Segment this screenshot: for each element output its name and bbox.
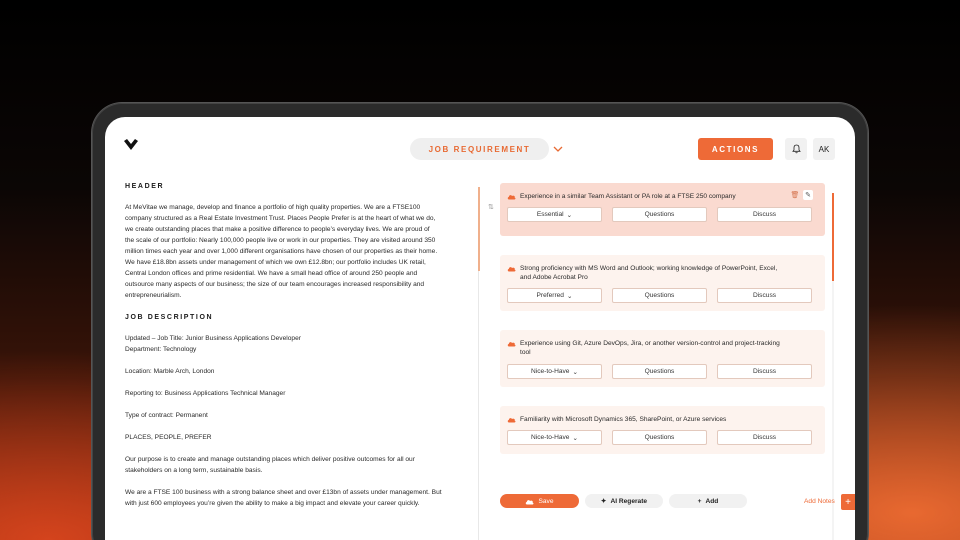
jd-purpose-line: stakeholders on a long term, sustainable basis. — [125, 467, 263, 474]
requirement-title: Strong proficiency with MS Word and Outlook; working knowledge of PowerPoint, Excel, and Adobe Acrobat Pro — [520, 265, 778, 281]
discuss-button[interactable]: Discuss — [717, 364, 812, 379]
requirement-card[interactable] — [500, 183, 825, 236]
questions-button[interactable]: Questions — [612, 430, 707, 445]
header-line: At MeVitae we manage, develop and finance a portfolio of high quality properties. We are a FTSE100 — [125, 204, 421, 211]
chevron-down-icon[interactable] — [552, 143, 564, 155]
add-label: Add — [705, 497, 719, 505]
panel-divider-active — [478, 187, 480, 271]
bell-icon — [792, 144, 801, 154]
priority-select[interactable] — [507, 288, 602, 303]
discuss-button[interactable]: Discuss — [717, 430, 812, 445]
header-line: the scale of our portfolio: Nearly 100,000 people live or work in our properties. They are visited around 350 — [125, 237, 436, 244]
jd-ftse-line: with just 600 employees you’re given the ability to make a big impact and elevate your career quickly. — [125, 500, 420, 507]
cloud-icon — [507, 193, 516, 200]
app-window — [105, 117, 855, 540]
requirement-title: Familiarity with Microsoft Dynamics 365, SharePoint, or Azure services — [520, 416, 727, 423]
header-section-title: HEADER — [125, 183, 165, 190]
cloud-icon — [507, 416, 516, 423]
header-line: we create outstanding places that make a positive difference to people’s everyday lives. We are proud of — [125, 226, 430, 233]
job-text-panel — [125, 181, 465, 509]
job-description-title: JOB DESCRIPTION — [125, 314, 214, 321]
requirement-card[interactable] — [500, 330, 825, 387]
user-avatar-button[interactable]: AK — [813, 138, 835, 160]
questions-button[interactable]: Questions — [612, 207, 707, 222]
chevron-down-icon: ⌄ — [566, 211, 573, 219]
header-line: million times each year and over 1,000 different organisations have chosen of our properties as their home. — [125, 248, 438, 255]
edit-icon[interactable]: ✎ — [803, 190, 813, 200]
jd-department-line: Department: Technology — [125, 346, 197, 353]
header-line: We have £18.8bn assets under management of which we own £12.8bn; our portfolio includes UK retail, — [125, 259, 426, 266]
scrollbar-thumb[interactable] — [832, 193, 834, 281]
priority-value: Nice-to-Have — [530, 368, 570, 375]
jd-contract-line: Type of contract: Permanent — [125, 412, 208, 419]
jd-title-line: Updated – Job Title: Junior Business Applications Developer — [125, 335, 301, 342]
header-line: outsource many aspects of our business; the size of our team encourages increased responsibility and — [125, 281, 425, 288]
delete-icon[interactable]: 🗑 — [790, 192, 800, 199]
jd-location-line: Location: Marble Arch, London — [125, 368, 215, 375]
cloud-icon — [525, 498, 534, 505]
chevron-down-icon: ⌄ — [572, 368, 578, 376]
requirement-card[interactable] — [500, 406, 825, 454]
cloud-icon — [507, 265, 516, 272]
discuss-button[interactable]: Discuss — [717, 207, 812, 222]
actions-button[interactable]: ACTIONS — [698, 138, 773, 160]
priority-value: Essential — [536, 211, 564, 218]
add-notes-link[interactable]: Add Notes — [804, 498, 835, 505]
priority-select[interactable] — [507, 364, 602, 379]
plus-icon: + — [697, 497, 702, 505]
ai-regenerate-label: AI Regerate — [610, 497, 648, 505]
reorder-icon[interactable]: ⇅ — [488, 204, 494, 211]
header-line: company structured as a Real Estate Investment Trust. Places People Prefer is at the heart of what we do, — [125, 215, 436, 222]
header-line: entrepreneurialism. — [125, 292, 182, 299]
priority-select[interactable] — [507, 207, 602, 222]
jd-purpose-line: Our purpose is to create and manage outstanding places which deliver positive outcomes for all our — [125, 456, 415, 463]
jd-places-line: PLACES, PEOPLE, PREFER — [125, 434, 212, 441]
cloud-icon — [507, 340, 516, 347]
save-label: Save — [538, 497, 554, 505]
job-requirement-tab[interactable]: JOB REQUIREMENT — [410, 138, 549, 160]
add-button[interactable] — [669, 494, 747, 508]
brand-check-logo[interactable] — [123, 137, 139, 151]
sparkle-icon: ✦ — [600, 498, 607, 505]
header-paragraph — [125, 202, 465, 301]
requirement-title: Experience using Git, Azure DevOps, Jira, or another version-control and project-tracking tool — [520, 340, 780, 356]
chevron-down-icon: ⌄ — [572, 434, 578, 442]
questions-button[interactable]: Questions — [612, 364, 707, 379]
jd-reporting-line: Reporting to: Business Applications Technical Manager — [125, 390, 286, 397]
requirement-card[interactable] — [500, 255, 825, 311]
save-button[interactable] — [500, 494, 579, 508]
job-description-body — [125, 333, 465, 509]
header-line: Central London offices and prime residential. We have a small head office of around 250 people and — [125, 270, 418, 277]
chevron-down-icon: ⌄ — [566, 292, 573, 300]
jd-ftse-line: We are a FTSE 100 business with a strong balance sheet and over £13bn of assets under management. But — [125, 489, 442, 496]
ai-regenerate-button[interactable] — [585, 494, 663, 508]
priority-value: Nice-to-Have — [530, 434, 570, 441]
questions-button[interactable]: Questions — [612, 288, 707, 303]
discuss-button[interactable]: Discuss — [717, 288, 812, 303]
priority-value: Preferred — [536, 292, 564, 299]
notifications-button[interactable] — [785, 138, 807, 160]
priority-select[interactable] — [507, 430, 602, 445]
add-notes-plus-button[interactable]: + — [841, 494, 855, 510]
requirement-title: Experience in a similar Team Assistant or PA role at a FTSE 250 company — [520, 193, 736, 200]
panel-divider — [478, 271, 479, 540]
